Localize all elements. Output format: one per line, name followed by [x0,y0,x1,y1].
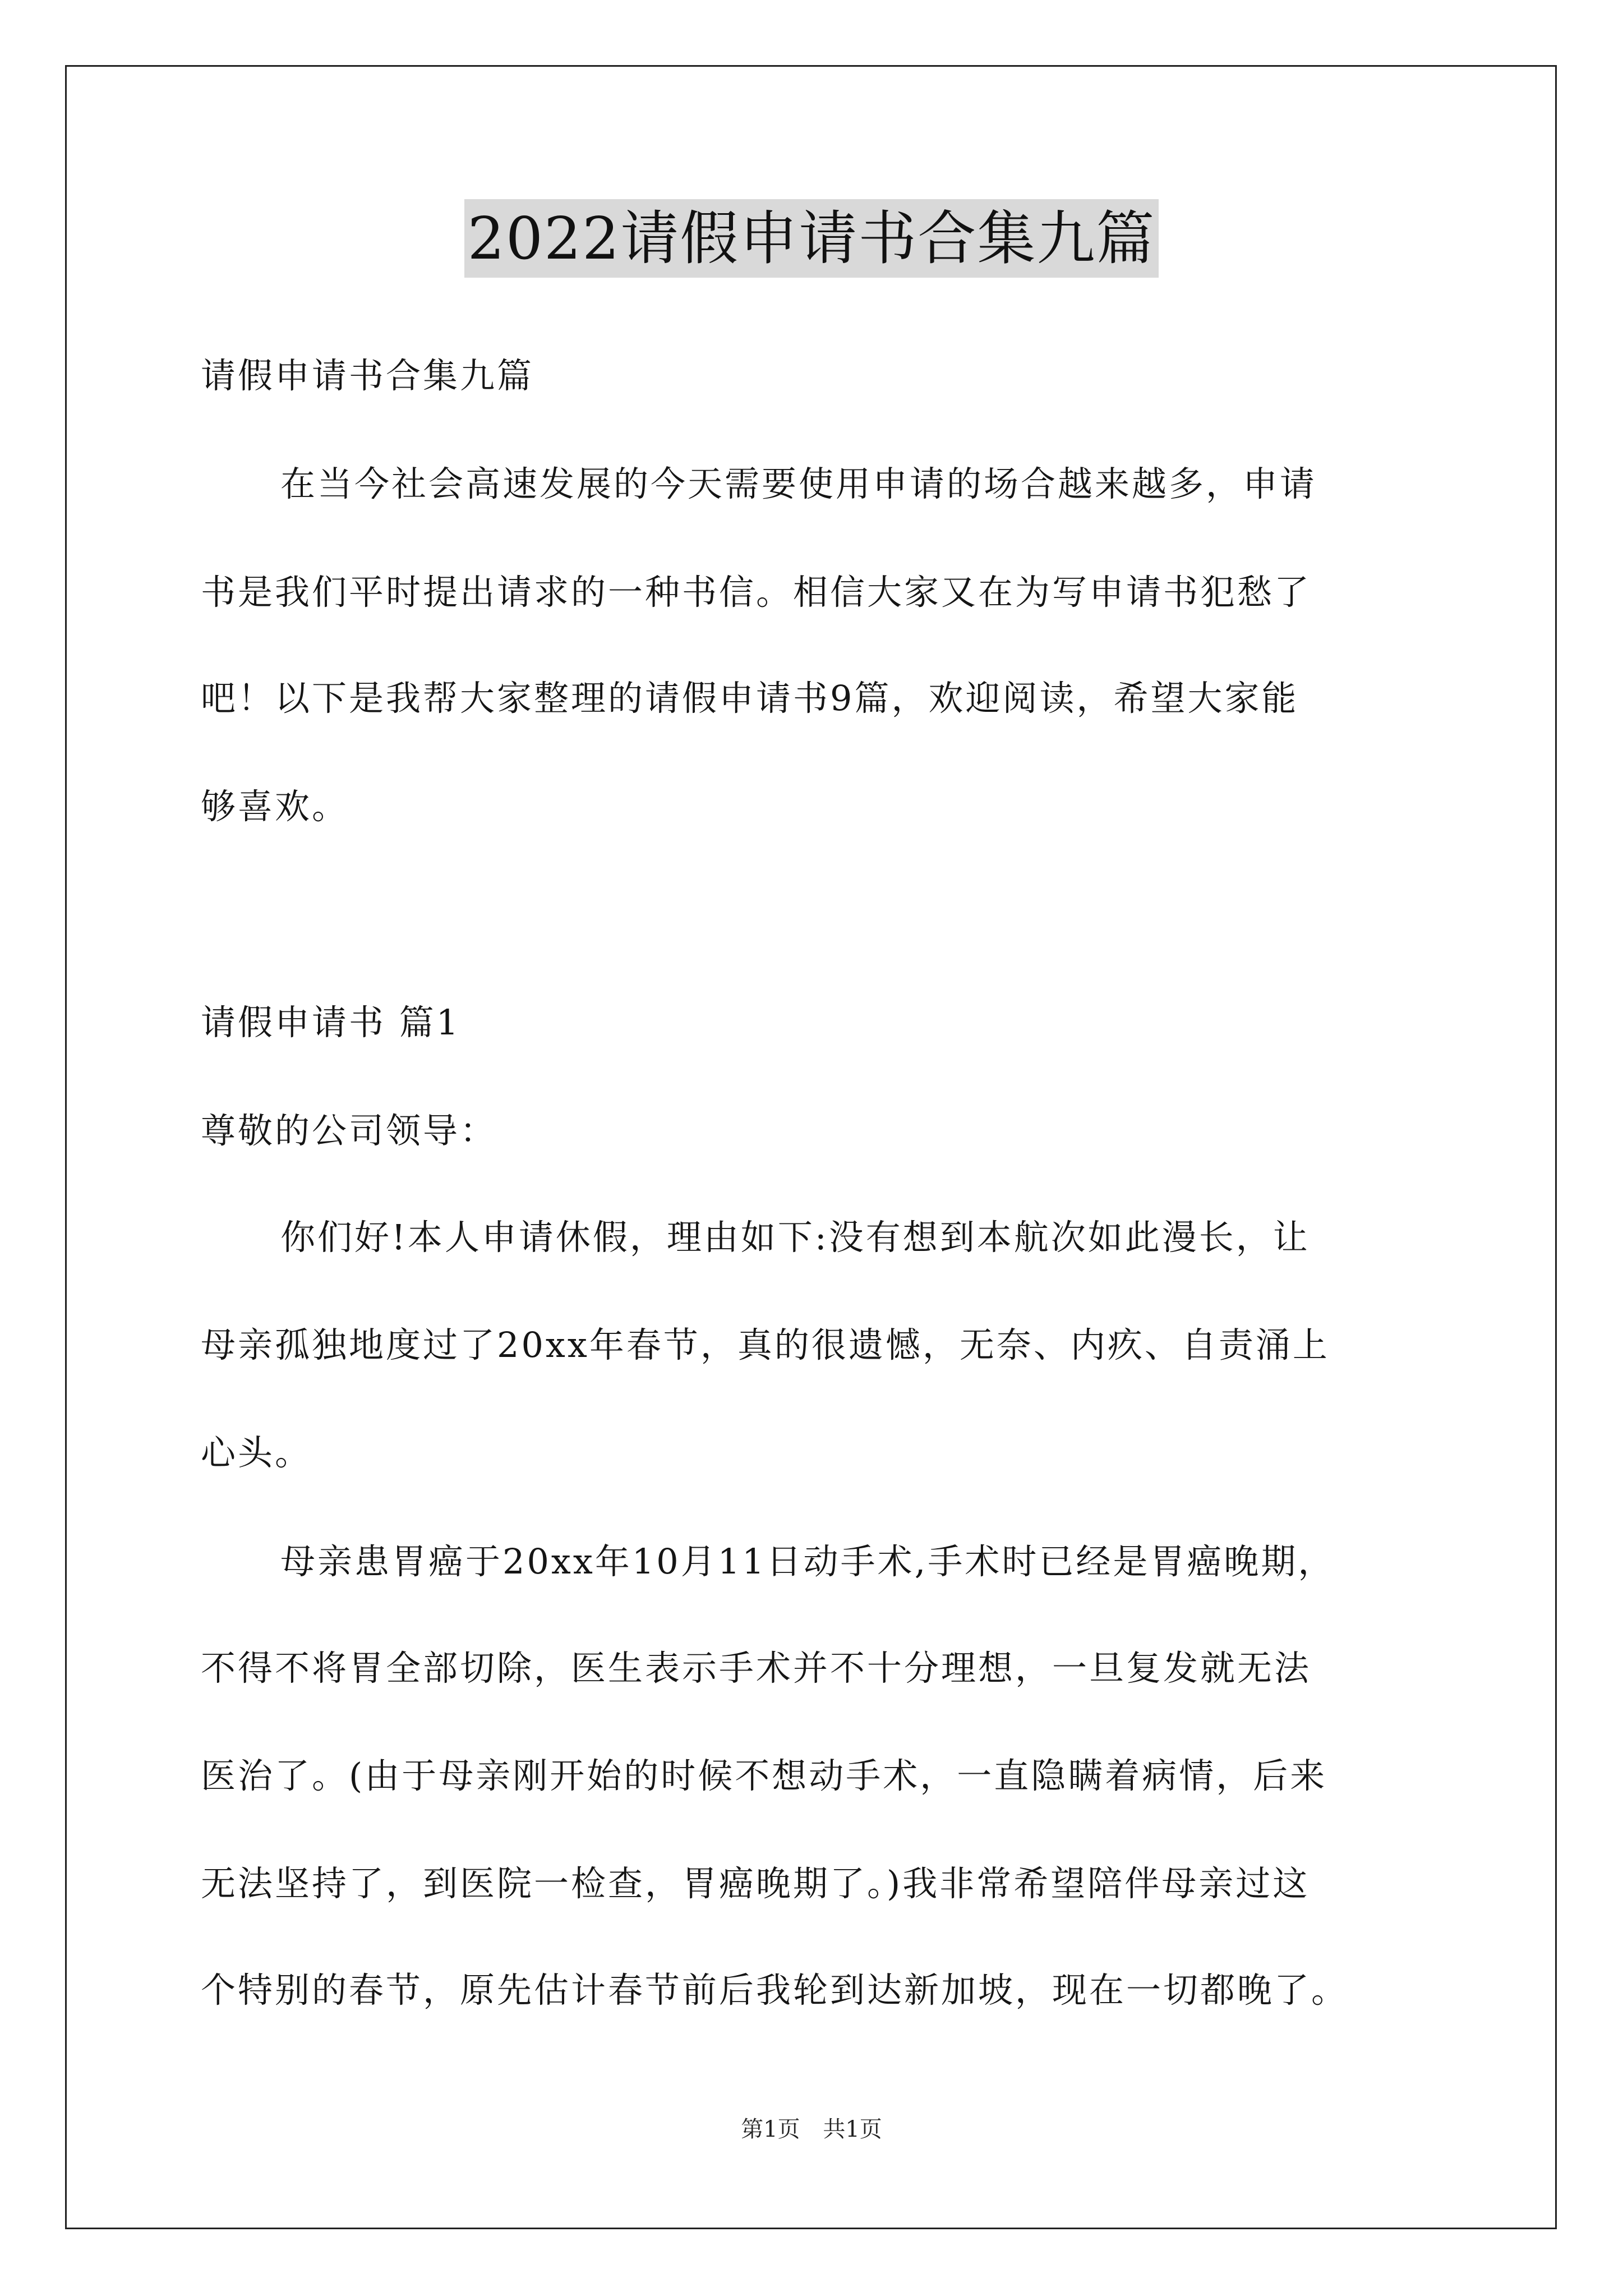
para1-line-1: 你们好!本人申请休假，理由如下:没有想到本航次如此漫长，让 [280,1217,1310,1258]
section-heading: 请假申请书 篇1 [201,1002,461,1043]
para2-line-4: 无法坚持了，到医院一检查，胃癌晚期了。)我非常希望陪伴母亲过这 [201,1863,1310,1904]
salutation: 尊敬的公司领导： [201,1110,497,1151]
intro-line-3: 吧！以下是我帮大家整理的请假申请书9篇，欢迎阅读，希望大家能 [201,678,1299,719]
para2-line-2: 不得不将胃全部切除，医生表示手术并不十分理想，一旦复发就无法 [201,1648,1312,1688]
intro-line-4: 够喜欢。 [201,786,349,827]
title-container [0,199,1623,278]
intro-line-2: 书是我们平时提出请求的一种书信。相信大家又在为写申请书犯愁了 [201,572,1312,613]
para2-line-5: 个特别的春节，原先估计春节前后我轮到达新加坡，现在一切都晚了。 [201,1970,1349,2010]
document-title: 2022请假申请书合集九篇 [464,199,1159,278]
page-total: 共1页 [823,2116,882,2142]
para1-line-2: 母亲孤独地度过了20xx年春节，真的很遗憾，无奈、内疚、自责涌上 [201,1324,1330,1365]
document-subtitle: 请假申请书合集九篇 [201,355,534,396]
para2-line-3: 医治了。(由于母亲刚开始的时候不想动手术，一直隐瞒着病情，后来 [201,1755,1327,1796]
page-number: 第1页 [741,2116,800,2142]
para1-line-3: 心头。 [201,1432,312,1473]
para2-line-1: 母亲患胃癌于20xx年10月11日动手术,手术时已经是胃癌晚期， [280,1541,1335,1582]
page-footer [0,2114,1623,2145]
intro-line-1: 在当今社会高速发展的今天需要使用申请的场合越来越多，申请 [280,463,1317,504]
